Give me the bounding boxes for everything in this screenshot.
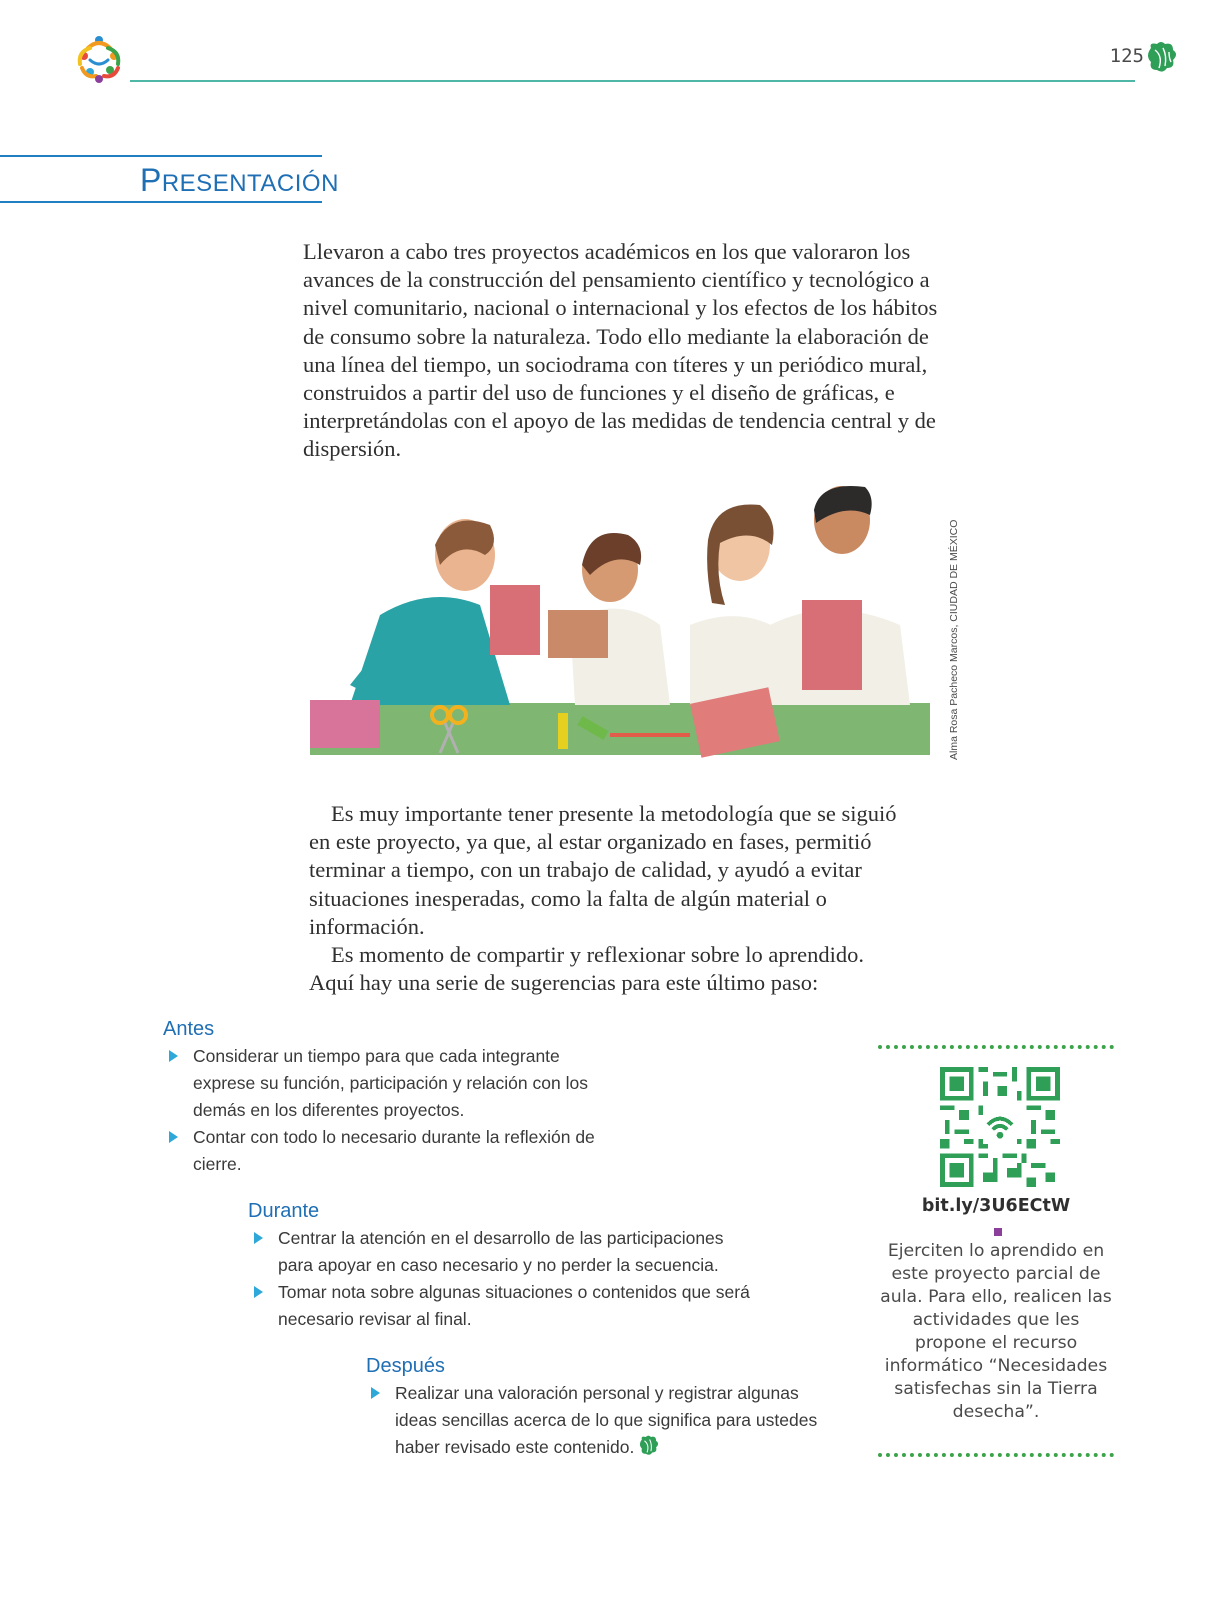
intro-paragraph: Llevaron a cabo tres proyectos académicos en los que valoraron los avances de la construcción del pensamiento científico y tecnológico a nivel comunitario, nacional o internacional y los efectos de los hábitos de consumo sobre la naturaleza. Todo ello mediante la elaboración de una línea del tiempo, un sociodrama con títeres y un periódico mural, construidos a partir del uso de funciones y el diseño de gráficas, e interpretándolas con el apoyo de las medidas de tendencia central y de dispersión. xyxy=(303,239,938,462)
despues-title: Después xyxy=(366,1355,445,1377)
list-item-text: Contar con todo lo necesario durante la reflexión de cierre. xyxy=(193,1127,595,1174)
illustration-credit: Alma Rosa Pacheco Marcos, CIUDAD DE MÉXICO xyxy=(948,519,960,760)
list-item xyxy=(165,1043,605,1124)
bullet-arrow-icon xyxy=(169,1050,178,1062)
bullet-arrow-icon xyxy=(169,1131,178,1143)
list-item-text: Centrar la atención en el desarrollo de las participaciones para apoyar en caso necesario y no perder la secuencia. xyxy=(278,1228,724,1275)
students-illustration xyxy=(310,485,940,770)
green-leaf-icon xyxy=(1145,40,1179,76)
section-title xyxy=(140,162,339,199)
list-item xyxy=(250,1225,750,1279)
section-title-rest: RESENTACIÓN xyxy=(161,170,339,197)
section-title-initial: P xyxy=(140,162,162,198)
resource-box-bottom-rule xyxy=(878,1453,1114,1457)
bullet-arrow-icon xyxy=(371,1387,380,1399)
people-ring-logo xyxy=(72,34,126,84)
method-paragraph xyxy=(309,800,899,997)
list-item xyxy=(367,1380,837,1461)
method-paragraph-2: Es momento de compartir y reflexionar sobre lo aprendido. Aquí hay una serie de sugerencias para este último paso: xyxy=(309,942,864,996)
green-leaf-icon xyxy=(638,1434,660,1458)
antes-title: Antes xyxy=(163,1018,215,1040)
durante-list xyxy=(250,1225,750,1333)
antes-list xyxy=(165,1043,605,1178)
resource-description: Ejerciten lo aprendido en este proyecto parcial de aula. Para ello, realicen las actividades que les propone el recurso informático “Necesidades satisfechas sin la Tierra desecha”. xyxy=(880,1241,1112,1422)
header-rule xyxy=(130,80,1135,82)
list-item-text: Considerar un tiempo para que cada integrante exprese su función, participación y relación con los demás en los diferentes proyectos. xyxy=(193,1046,588,1120)
durante-title: Durante xyxy=(248,1200,320,1222)
method-paragraph-1: Es muy importante tener presente la metodología que se siguió en este proyecto, ya que, al estar organizado en fases, permitió terminar a tiempo, con un trabajo de calidad, y ayudó a evitar situaciones inesperadas, como la falta de algún material o información. xyxy=(309,801,897,939)
purple-marker xyxy=(994,1228,1002,1236)
list-item-text: Tomar nota sobre algunas situaciones o contenidos que será necesario revisar al final. xyxy=(278,1282,750,1329)
list-item-text: Realizar una valoración personal y registrar algunas ideas sencillas acerca de lo que significa para ustedes haber revisado este contenido. xyxy=(395,1383,818,1457)
heading-rule-top xyxy=(0,155,322,157)
bullet-arrow-icon xyxy=(254,1232,263,1244)
resource-link[interactable]: bit.ly/3U6ECtW xyxy=(921,1196,1071,1216)
page-number: 125 xyxy=(1109,45,1144,67)
resource-box-top-rule xyxy=(878,1045,1114,1049)
bullet-arrow-icon xyxy=(254,1286,263,1298)
heading-rule-bottom xyxy=(0,201,322,203)
despues-list xyxy=(367,1380,837,1461)
list-item xyxy=(165,1124,605,1178)
list-item xyxy=(250,1279,750,1333)
qr-code-icon[interactable] xyxy=(940,1067,1060,1187)
